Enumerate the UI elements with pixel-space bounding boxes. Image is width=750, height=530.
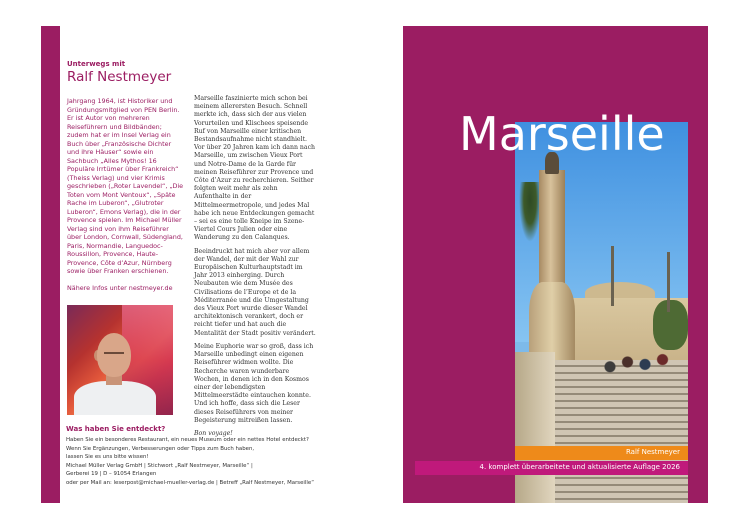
feedback-title: Was haben Sie entdeckt? <box>66 425 166 433</box>
cover-edition-banner <box>415 461 688 475</box>
inner-cover-page <box>41 26 368 503</box>
feedback-line: lassen Sie es uns bitte wissen! <box>66 454 149 461</box>
cover-edition: 4. komplett überarbeitete und aktualisierte Auflage 2026 <box>479 463 680 471</box>
feedback-line: Wenn Sie Ergänzungen, Verbesserungen oder Tipps zum Buch haben, <box>66 445 255 452</box>
feedback-line: Michael Müller Verlag GmbH | Stichwort „Ralf Nestmeyer, Marseille“ | <box>66 462 253 469</box>
preface-paragraph: Meine Euphorie war so groß, dass ich Marseille unbedingt einen eigenen Reiseführer widmen wollte. Die Recherche waren wunderbare Wochen, in denen ich in den Kosmos einer der lebendigsten Mittelmeerstädte eintauchen konnte. Und ich hoffe, dass sich die Leser dieses Reiseführers von meiner Begeisterung mitreißen lassen. <box>194 342 314 424</box>
brand-stripe <box>41 26 60 503</box>
feedback-line: Haben Sie ein besonderes Restaurant, ein neues Museum oder ein nettes Hotel entdeckt? <box>66 437 309 443</box>
cover-title: Marseille <box>459 107 665 161</box>
preface-paragraph: Marseille faszinierte mich schon bei meinem allerersten Besuch. Schnell merkte ich, dass sich der aus vielen Vorurteilen und Klischees speisende Ruf von Marseille einer kritischen Bestandsaufnahme nicht standhielt. Vor über 20 Jahren kam ich dann nach Marseille, um zwischen Vieux Port und Notre-Dame de la Garde für meinen Reiseführer zur Provence und Côte d’Azur zu recherchieren. Seither folgten weit mehr als zehn Aufenthalte in der Mittelmeermetropole, und jedes Mal habe ich neue Entdeckungen gemacht – sei es eine tolle Kneipe im Szene-Viertel Cours Julien oder eine Wanderung zu den Calanques. <box>194 95 316 242</box>
cover-author: Ralf Nestmeyer <box>625 448 680 456</box>
feedback-line: Gerberei 19 | D – 91054 Erlangen <box>66 471 157 478</box>
author-portrait <box>67 305 173 415</box>
preface-signoff: Bon voyage! <box>194 429 233 437</box>
feedback-lines <box>66 436 356 488</box>
author-bio: Jahrgang 1964, ist Historiker und Gründungsmitglied von PEN Berlin. Er ist Autor von mehreren Reiseführern und Bildbänden; zudem hat er im Insel Verlag ein Buch über „Französische Dichter und ihre Häuser“ sowie ein Sachbuch „Alles Mythos! 16 Populäre Irrtümer über Frankreich“ (Theiss Verlag) und vier Krimis geschrieben („Roter Lavendel“, „Die Toten vom Mont Ventoux“, „Späte Rache im Luberon“, „Glutroter Luberon“, Emons Verlag), die in der Provence spielen. Im Michael Müller Verlag sind von ihm Reiseführer über London, Cornwall, Südengland, Paris, Normandie, Languedoc-Roussillon, Provence, Haute-Provence, Côte d’Azur, Nürnberg sowie über Franken erschienen. <box>67 97 184 275</box>
cover-author-banner <box>515 446 688 460</box>
book-cover <box>403 26 708 503</box>
author-name: Ralf Nestmeyer <box>67 69 172 85</box>
preface-paragraph: Beeindruckt hat mich aber vor allem der Wandel, der mit der Wahl zur Europäischen Kulturhauptstadt im Jahr 2013 einherging. Durch Neubauten wie dem Musée des Civilisations de l’Europe et de la Méditerranée und die Umgestaltung des Vieux Port wurde dieser Wandel architektonisch verankert, doch er reicht tiefer und hat auch die Mentalität der Stadt positiv verändert. <box>194 247 316 337</box>
author-more-info: Nähere Infos unter nestmeyer.de <box>67 284 173 292</box>
feedback-line: oder per Mail an: leserpost@michael-mueller-verlag.de | Betreff „Ralf Nestmeyer, Marseille“ <box>66 479 315 486</box>
preface <box>194 95 316 443</box>
author-intro: Unterwegs mit <box>67 60 126 68</box>
